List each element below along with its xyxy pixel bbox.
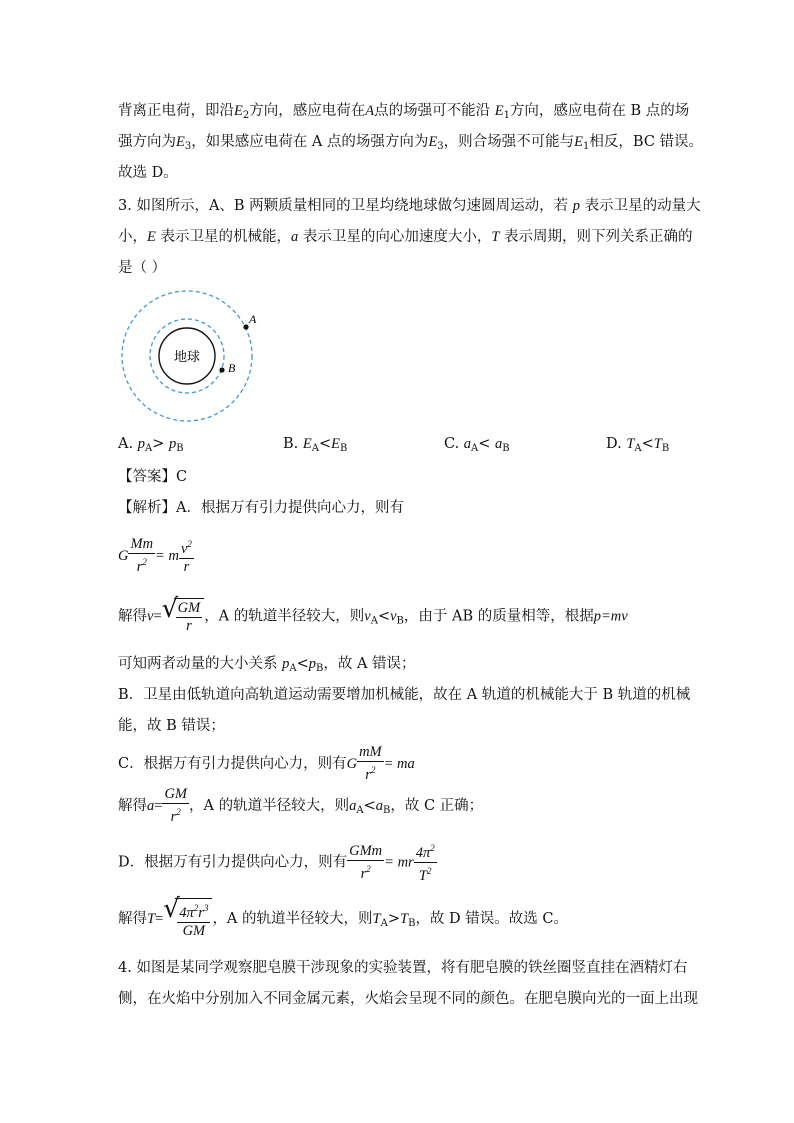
analysis-a-intro: 【解析】A．根据万有引力提供向心力，则有	[118, 500, 404, 516]
q3-line-3: 是（ ）	[118, 260, 167, 276]
para-line-3: 故选 D。	[118, 165, 178, 181]
analysis-c-intro: C．根据万有引力提供向心力，则有G $\frac{mM}{r^2}$ = ma	[118, 744, 415, 783]
q3-line-2: 小，E 表示卫星的机械能，a 表示卫星的向心加速度大小，T 表示周期，则下列关系正确的	[118, 229, 693, 245]
momentum-line: 可知两者动量的大小关系 $p_A<p_B$，故 A 错误；	[118, 656, 416, 674]
solve-v-line: 解得v= √ $\frac{GM}{r}$ ，A 的轨道半径较大，则$v_A<v_B$，由于 AB 的质量相等，根据p=mv	[118, 594, 628, 634]
q4-line-2: 侧，在火焰中分别加入不同金属元素，火焰会呈现不同的颜色。在肥皂膜向光的一面上出现	[118, 991, 698, 1007]
equation-1: G $\frac{Mm}{r^2}$ = m $\frac{v^2}{r}$	[118, 536, 192, 575]
analysis-tag: 【解析】	[118, 500, 176, 516]
option-c[interactable]: C. $a_A< a_B$	[444, 436, 510, 454]
solve-t-line: 解得T= √ $\frac{4\pi^2r^3}{GM}$ ，A 的轨道半径较大，则$T_A>T_B$，故 D 错误。故选 C。	[118, 894, 568, 939]
satellite-b-dot	[219, 367, 224, 372]
analysis-b-line-1: B．卫星由低轨道向高轨道运动需要增加机械能，故在 A 轨道的机械能大于 B 轨道的机械	[118, 687, 691, 703]
option-d[interactable]: D. $T_A<T_B$	[606, 436, 670, 454]
option-a[interactable]: A. $p_A> p_B$	[118, 436, 184, 454]
option-b[interactable]: B. $E_A<E_B$	[283, 436, 348, 454]
solve-a-line: 解得a= $\frac{GM}{r^2}$ ，A 的轨道半径较大，则$a_A<a_B$，故 C 正确；	[118, 786, 484, 825]
answer-value: C	[176, 469, 188, 485]
analysis-b-line-2: 能，故 B 错误；	[118, 718, 225, 734]
q4-line-1: 4. 如图是某同学观察肥皂膜干涉现象的实验装置，将有肥皂膜的铁丝圈竖直挂在酒精灯右	[118, 960, 688, 976]
analysis-d-intro: D．根据万有引力提供向心力，则有 $\frac{\text{GMm}}{r^2}$ = mr $\frac{4\pi^2}{T^2}$	[118, 840, 437, 880]
para-line-2: 强方向为$E_3$，如果感应电荷在 A 点的场强方向为$E_3$，则合场强不可能与$E_1$相反，BC 错误。	[118, 134, 704, 152]
satellite-b-label: B	[228, 361, 236, 375]
q3-line-1: 3. 如图所示，A、B 两颗质量相同的卫星均绕地球做匀速圆周运动，若 p 表示卫星的动量大	[118, 198, 701, 214]
answer-line	[118, 467, 187, 487]
satellite-a-label: A	[249, 312, 257, 326]
earth-label: 地球	[173, 350, 201, 365]
para-line-1: 背离正电荷，即沿$E_2$方向，感应电荷在A点的场强可不能沿 $E_1$方向，感应电荷在 B 点的场	[118, 103, 690, 121]
satellite-a-dot	[243, 324, 248, 329]
answer-tag: 【答案】	[118, 469, 176, 485]
orbit-diagram	[110, 286, 270, 426]
